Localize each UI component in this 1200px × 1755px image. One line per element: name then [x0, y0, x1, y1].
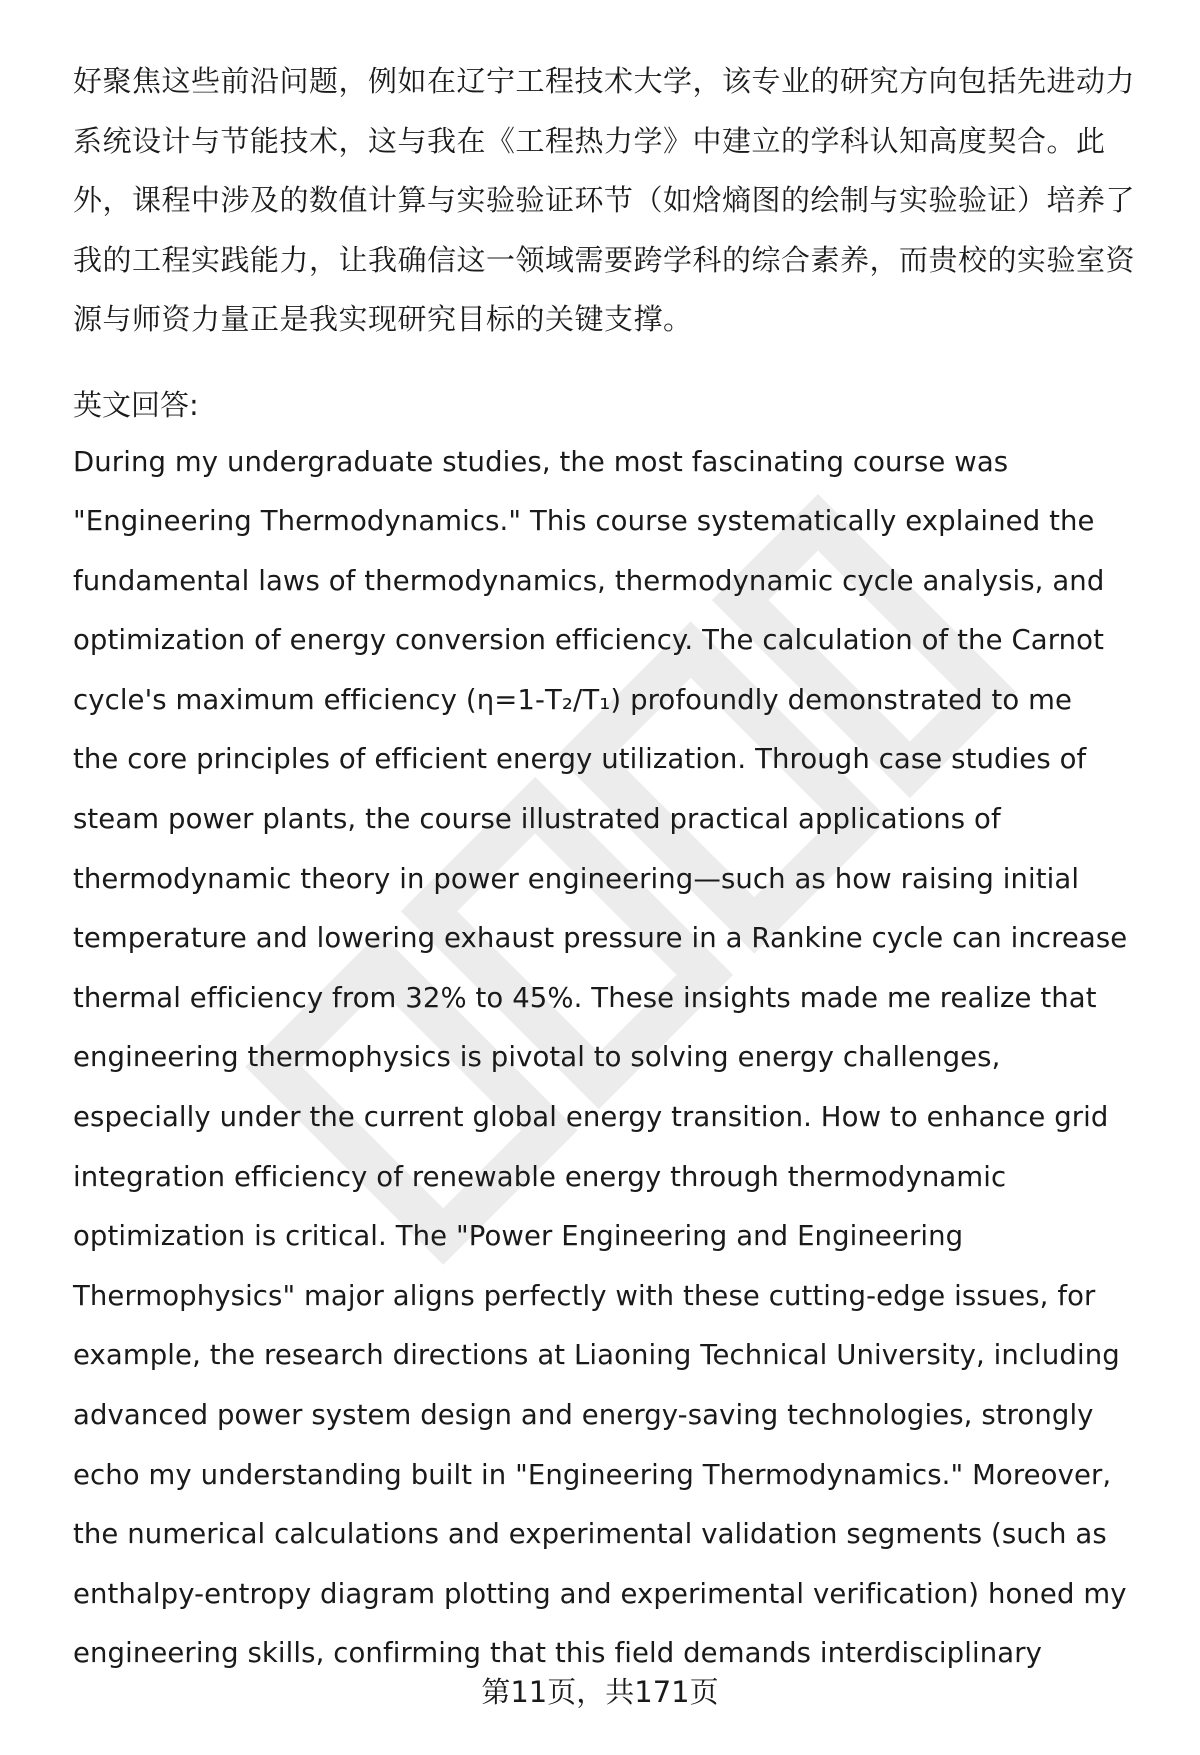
text-line: thermodynamic theory in power engineering—such as how raising initial — [73, 862, 1080, 895]
text-line: the core principles of efficient energy utilization. Through case studies of — [73, 743, 1087, 776]
text-line: 外，课程中涉及的数值计算与实验验证环节（如焓熵图的绘制与实验验证）培养了 — [73, 183, 1136, 217]
text-line: the numerical calculations and experimental validation segments (such as — [73, 1518, 1107, 1551]
text-line: advanced power system design and energy-saving technologies, strongly — [73, 1399, 1094, 1431]
chinese-paragraph — [73, 52, 1163, 350]
document-body — [73, 52, 1163, 1684]
text-line: Thermophysics" major aligns perfectly with these cutting-edge issues, for — [73, 1279, 1096, 1312]
english-paragraph — [73, 433, 1163, 1684]
text-line: During my undergraduate studies, the most fascinating course was — [73, 445, 1009, 478]
text-line: example, the research directions at Liaoning Technical University, including — [73, 1339, 1120, 1372]
text-line: 好聚焦这些前沿问题，例如在辽宁工程技术大学，该专业的研究方向包括先进动力 — [73, 64, 1136, 98]
text-line: 系统设计与节能技术，这与我在《工程热力学》中建立的学科认知高度契合。此 — [73, 123, 1106, 158]
text-line: integration efficiency of renewable energy through thermodynamic — [73, 1160, 1007, 1193]
text-line: echo my understanding built in "Engineering Thermodynamics." Moreover, — [73, 1458, 1112, 1491]
text-line: "Engineering Thermodynamics." This course systematically explained the — [73, 505, 1095, 538]
text-line: temperature and lowering exhaust pressure in a Rankine cycle can increase — [73, 922, 1128, 955]
text-line: 源与师资力量正是我实现研究目标的关键支撑。 — [73, 302, 693, 336]
text-line: thermal efficiency from 32% to 45%. These insights made me realize that — [73, 981, 1097, 1014]
page-number-footer: 第11页，共171页 — [481, 1675, 719, 1709]
text-line: enthalpy-entropy diagram plotting and experimental verification) honed my — [73, 1577, 1127, 1610]
text-line: fundamental laws of thermodynamics, thermodynamic cycle analysis, and — [73, 564, 1105, 597]
text-line: cycle's maximum efficiency (η=1-T₂/T₁) profoundly demonstrated to me — [73, 683, 1073, 716]
text-line: 我的工程实践能力，让我确信这一领域需要跨学科的综合素养，而贵校的实验室资 — [73, 242, 1136, 277]
text-line: optimization of energy conversion efficiency. The calculation of the Carnot — [73, 624, 1104, 657]
text-line: engineering thermophysics is pivotal to solving energy challenges, — [73, 1041, 1001, 1074]
text-line: optimization is critical. The "Power Engineering and Engineering — [73, 1220, 964, 1253]
english-answer-label: 英文回答: — [73, 387, 199, 422]
text-line: engineering skills, confirming that this field demands interdisciplinary — [73, 1637, 1042, 1670]
text-line: especially under the current global energy transition. How to enhance grid — [73, 1101, 1109, 1134]
text-line: steam power plants, the course illustrated practical applications of — [73, 803, 1001, 836]
